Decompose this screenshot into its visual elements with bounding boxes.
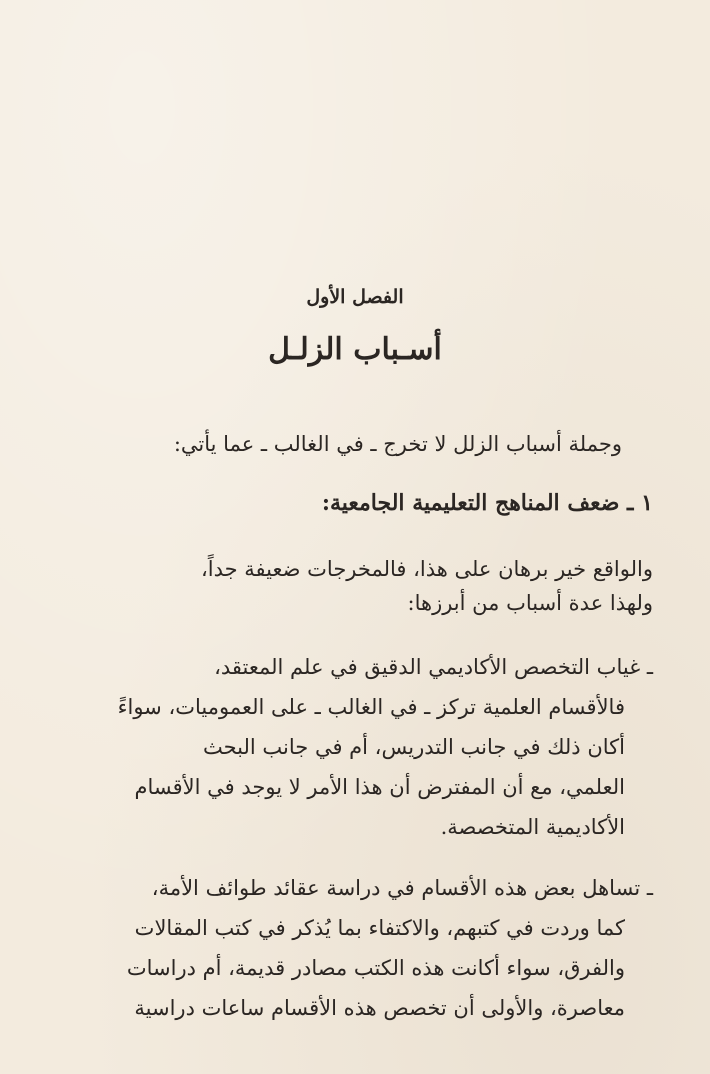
section-paragraph [57, 549, 653, 623]
paragraph-line: ولهذا عدة أسباب من أبرزها: [407, 591, 653, 615]
bullet-line: ـ غياب التخصص الأكاديمي الدقيق في علم المعتقد، [214, 655, 653, 679]
chapter-title: أسـباب الزلـل [268, 332, 442, 367]
bullet-line: والفرق، سواء أكانت هذه الكتب مصادر قديمة، أم دراسات [126, 956, 625, 980]
bullet-line: ـ تساهل بعض هذه الأقسام في دراسة عقائد طوائف الأمة، [151, 876, 653, 900]
intro-text: وجملة أسباب الزلل لا تخرج ـ في الغالب ـ عما يأتي: [173, 432, 622, 456]
bullet-line: الأكاديمية المتخصصة. [440, 815, 625, 839]
bullet-2 [57, 868, 653, 1028]
paragraph-line: والواقع خير برهان على هذا، فالمخرجات ضعيفة جداً، [201, 557, 653, 581]
bullet-line: كما وردت في كتبهم، والاكتفاء بما يُذكر في كتب المقالات [134, 916, 625, 940]
bullet-line: العلمي، مع أن المفترض أن هذا الأمر لا يوجد في الأقسام [134, 775, 625, 799]
chapter-label: الفصل الأول [306, 286, 404, 308]
bullet-1 [57, 647, 653, 847]
bullet-line: أكان ذلك في جانب التدريس، أم في جانب البحث [203, 735, 625, 759]
bullet-line: فالأقسام العلمية تركز ـ في الغالب ـ على العموميات، سواءً [117, 695, 625, 719]
section-heading: ١ ـ ضعف المناهج التعليمية الجامعية: [321, 490, 653, 516]
bullet-line: معاصرة، والأولى أن تخصص هذه الأقسام ساعات دراسية [134, 996, 625, 1020]
